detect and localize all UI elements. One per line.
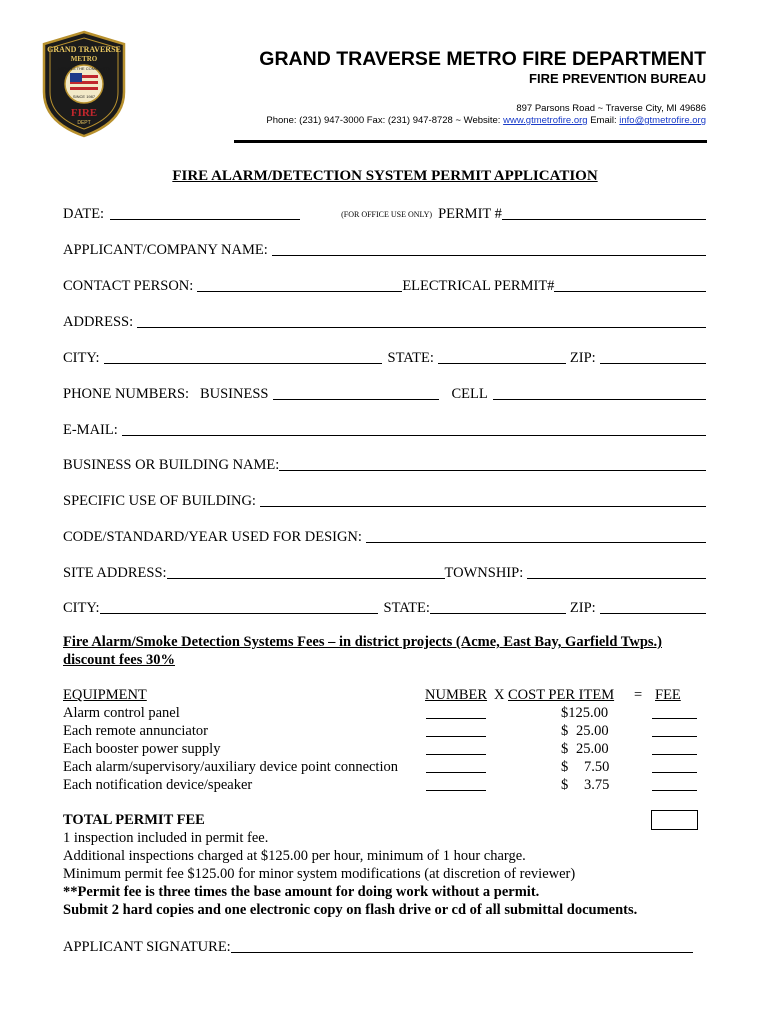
electrical-permit-field[interactable] [554,276,706,292]
permit-label: PERMIT # [438,206,502,222]
address-label: ADDRESS: [63,314,134,330]
fee-item-name: Each remote annunciator [63,723,208,739]
cost-column-header: COST PER ITEM [508,687,615,703]
fee-item-number-field[interactable] [426,776,486,791]
email-row [63,419,706,439]
site-city-field[interactable] [100,598,378,614]
address-line: 897 Parsons Road ~ Traverse City, MI 49686 [516,103,706,114]
fee-item-number-field[interactable] [426,704,486,719]
logo-top-text: GRAND TRAVERSE [47,45,121,54]
bureau-title: FIRE PREVENTION BUREAU [529,71,706,86]
fee-item-fee-field[interactable] [652,758,697,773]
signature-label: APPLICANT SIGNATURE: [63,939,231,955]
cell-label: CELL [451,386,488,402]
site-address-label: SITE ADDRESS: [63,565,167,581]
equals-column-header: = [634,687,643,703]
zip-field[interactable] [600,348,706,364]
minimum-fee-note: Minimum permit fee $125.00 for minor system modifications (at discretion of reviewer) [63,866,576,882]
email-label: E-MAIL: [63,422,118,438]
logo-ring-text: SERVING THE COMMUNITY [57,66,111,71]
fee-item-dollar: $ [561,759,569,775]
township-field[interactable] [527,563,706,579]
site-city-label: CITY: [63,600,100,616]
site-state-label: STATE: [383,600,430,616]
inspection-note: 1 inspection included in permit fee. [63,830,269,846]
electrical-permit-label: ELECTRICAL PERMIT# [402,278,555,294]
code-standard-label: CODE/STANDARD/YEAR USED FOR DESIGN: [63,529,362,545]
cell-phone-field[interactable] [493,384,706,400]
number-column-header: NUMBER [425,687,488,703]
fee-item-number-field[interactable] [426,758,486,773]
city-field[interactable] [104,348,382,364]
address-row [63,311,706,331]
zip-label: ZIP: [569,350,596,366]
fee-column-header: FEE [655,687,681,703]
fee-item-fee-field[interactable] [652,704,697,719]
fee-item-cost: 25.00 [576,741,609,757]
state-label: STATE: [387,350,434,366]
site-address-field[interactable] [167,563,445,579]
date-label: DATE: [63,206,105,222]
township-label: TOWNSHIP: [444,565,524,581]
fee-item-name: Alarm control panel [63,705,180,721]
fire-department-logo [40,30,128,138]
building-use-row [63,490,706,510]
fee-item-number-field[interactable] [426,740,486,755]
phone-business-label: PHONE NUMBERS: BUSINESS [63,386,269,402]
contact-row [63,275,706,295]
form-title: FIRE ALARM/DETECTION SYSTEM PERMIT APPLICATION [172,168,598,184]
email-field[interactable] [122,420,706,436]
permit-number-field[interactable] [502,204,706,220]
fee-item-name: Each booster power supply [63,741,221,757]
total-fee-label: TOTAL PERMIT FEE [63,812,205,828]
fee-item-cost: 7.50 [584,759,610,775]
logo-bottom-text: FIRE [70,107,98,119]
fee-item-dollar: $ [561,723,569,739]
logo-since-text: SINCE 1987 [72,94,96,99]
fee-item-cost: 25.00 [576,723,609,739]
site-state-field[interactable] [430,598,566,614]
contact-label: CONTACT PERSON: [63,278,194,294]
logo-sub-text: METRO [70,55,98,63]
office-use-note: (FOR OFFICE USE ONLY) [341,210,433,219]
fee-item-fee-field[interactable] [652,722,697,737]
x-column-header: X [494,687,505,703]
business-phone-field[interactable] [273,384,439,400]
fee-item-fee-field[interactable] [652,776,697,791]
signature-field[interactable] [231,937,693,953]
city-label: CITY: [63,350,100,366]
fee-item-dollar: $ [561,777,569,793]
fee-item-name: Each alarm/supervisory/auxiliary device point connection [63,759,398,775]
fee-item-name: Each notification device/speaker [63,777,253,793]
fee-item-cost: 3.75 [584,777,610,793]
site-zip-field[interactable] [600,598,706,614]
penalty-note: **Permit fee is three times the base amount for doing work without a permit. [63,884,540,900]
site-address-row [63,562,706,582]
equipment-column-header: EQUIPMENT [63,687,147,703]
building-use-field[interactable] [260,491,706,507]
city-row [63,347,706,367]
business-name-row [63,454,706,474]
date-permit-row [63,203,706,223]
state-field[interactable] [438,348,566,364]
total-fee-box[interactable] [651,810,698,830]
phone-row [63,383,706,403]
email-prefix: Email: [587,115,620,126]
fees-section-title: Fire Alarm/Smoke Detection Systems Fees – in district projects (Acme, East Bay, Garfield Twps.) discount fees 30% [63,634,662,668]
business-name-field[interactable] [279,455,706,471]
applicant-field[interactable] [272,240,706,256]
contact-prefix: Phone: (231) 947-3000 Fax: (231) 947-8728 ~ Website: [266,115,504,126]
applicant-row [63,239,706,259]
fee-item-cost: $125.00 [561,705,609,721]
business-name-label: BUSINESS OR BUILDING NAME: [63,457,280,473]
contact-line [266,115,706,126]
department-title: GRAND TRAVERSE METRO FIRE DEPARTMENT [259,48,706,70]
code-standard-field[interactable] [366,527,706,543]
logo-bottom-sub: DEPT [77,120,91,126]
header-divider [234,140,707,143]
fee-item-number-field[interactable] [426,722,486,737]
email-link[interactable]: info@gtmetrofire.org [619,115,706,126]
additional-inspection-note: Additional inspections charged at $125.00 per hour, minimum of 1 hour charge. [63,848,526,864]
signature-row [63,936,693,956]
code-row [63,526,706,546]
applicant-label: APPLICANT/COMPANY NAME: [63,242,268,258]
site-zip-label: ZIP: [569,600,596,616]
contact-field[interactable] [197,276,402,292]
site-city-row [63,597,706,617]
address-field[interactable] [137,312,706,328]
date-field[interactable] [110,204,300,220]
website-link[interactable]: www.gtmetrofire.org [503,115,588,126]
submittal-note: Submit 2 hard copies and one electronic copy on flash drive or cd of all submittal documents. [63,902,638,918]
fee-item-fee-field[interactable] [652,740,697,755]
fee-item-dollar: $ [561,741,569,757]
building-use-label: SPECIFIC USE OF BUILDING: [63,493,256,509]
